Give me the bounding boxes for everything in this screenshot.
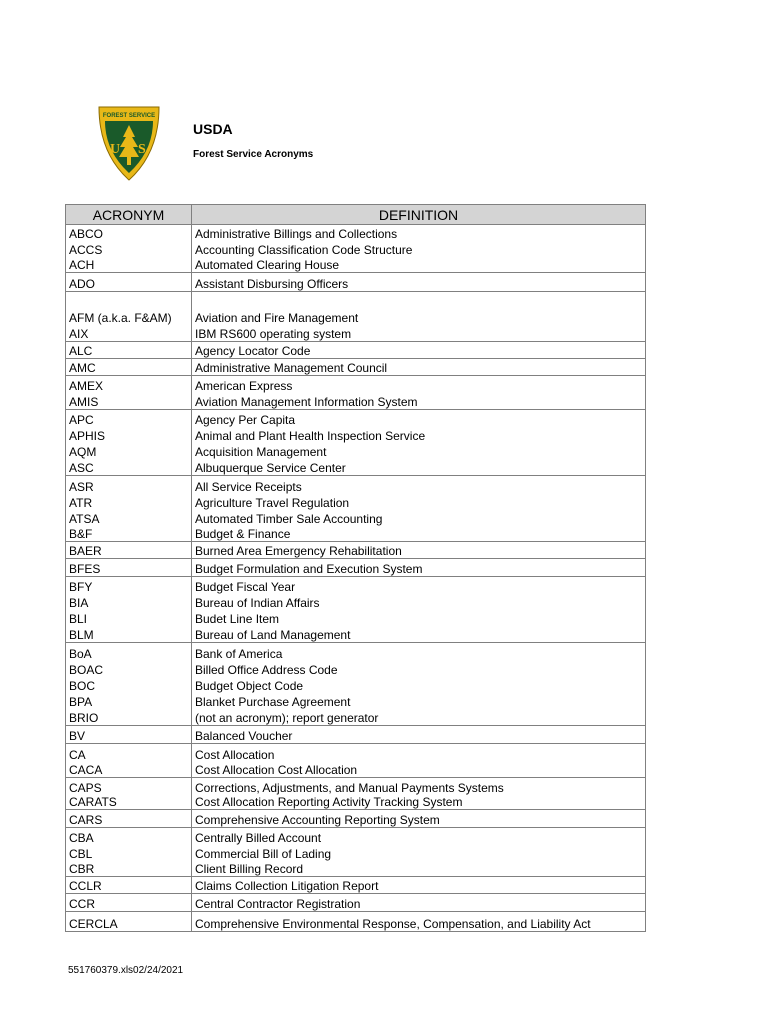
definition-cell: Budget & Finance: [192, 526, 646, 542]
acronym-cell: AIX: [66, 325, 192, 342]
table-row: [66, 427, 646, 443]
table-row: [66, 494, 646, 510]
acronym-cell: ADO: [66, 273, 192, 292]
acronym-cell: AFM (a.k.a. F&AM): [66, 292, 192, 325]
acronym-cell: BV: [66, 726, 192, 744]
table-row: [66, 610, 646, 626]
definition-cell: Acquisition Management: [192, 443, 646, 459]
acronym-cell: CERCLA: [66, 911, 192, 931]
definition-cell: Billed Office Address Code: [192, 661, 646, 677]
table-row: [66, 257, 646, 273]
definition-cell: Agriculture Travel Regulation: [192, 494, 646, 510]
definition-cell: Comprehensive Accounting Reporting System: [192, 809, 646, 827]
acronym-cell: AMIS: [66, 393, 192, 410]
definition-cell: Client Billing Record: [192, 861, 646, 876]
definition-cell: Agency Per Capita: [192, 410, 646, 427]
acronym-cell: BLM: [66, 626, 192, 643]
definition-column-header: DEFINITION: [192, 205, 646, 225]
acronym-cell: BFES: [66, 559, 192, 577]
table-row: [66, 861, 646, 876]
definition-cell: Animal and Plant Health Inspection Service: [192, 427, 646, 443]
table-row: [66, 359, 646, 376]
acronym-cell: CCR: [66, 893, 192, 911]
acronym-cell: CBL: [66, 845, 192, 861]
acronym-cell: BIA: [66, 594, 192, 610]
table-row: [66, 693, 646, 709]
table-row: [66, 443, 646, 459]
acronym-cell: AMC: [66, 359, 192, 376]
definition-cell: Cost Allocation: [192, 744, 646, 762]
acronym-cell: CA: [66, 744, 192, 762]
table-row: [66, 342, 646, 359]
table-row: [66, 292, 646, 325]
acronym-cell: ATSA: [66, 510, 192, 526]
table-row: [66, 626, 646, 643]
table-row: [66, 273, 646, 292]
table-row: [66, 876, 646, 893]
table-row: [66, 559, 646, 577]
definition-cell: All Service Receipts: [192, 476, 646, 494]
table-row: [66, 325, 646, 342]
definition-cell: (not an acronym); report generator: [192, 709, 646, 726]
definition-cell: Assistant Disbursing Officers: [192, 273, 646, 292]
definition-cell: Administrative Billings and Collections: [192, 225, 646, 241]
table-body: [66, 225, 646, 932]
forest-service-logo: [93, 103, 165, 183]
table-row: [66, 542, 646, 559]
page-subtitle: Forest Service Acronyms: [193, 149, 314, 160]
acronym-cell: CBR: [66, 861, 192, 876]
acronym-cell: BPA: [66, 693, 192, 709]
page-title: USDA: [193, 121, 233, 137]
table-row: [66, 809, 646, 827]
svg-text:FOREST SERVICE: FOREST SERVICE: [102, 113, 156, 119]
definition-cell: Automated Timber Sale Accounting: [192, 510, 646, 526]
table-header-row: [66, 205, 646, 225]
table-row: [66, 778, 646, 795]
acronym-table: [65, 204, 646, 932]
acronym-cell: APHIS: [66, 427, 192, 443]
definition-cell: IBM RS600 operating system: [192, 325, 646, 342]
acronym-cell: CARATS: [66, 795, 192, 810]
definition-cell: Budget Formulation and Execution System: [192, 559, 646, 577]
acronym-cell: BFY: [66, 577, 192, 594]
table-row: [66, 661, 646, 677]
definition-cell: Budget Object Code: [192, 677, 646, 693]
table-row: [66, 795, 646, 810]
acronym-cell: ACCS: [66, 241, 192, 257]
table-row: [66, 677, 646, 693]
definition-cell: Cost Allocation Cost Allocation: [192, 762, 646, 778]
definition-cell: Administrative Management Council: [192, 359, 646, 376]
table-row: [66, 643, 646, 661]
table-row: [66, 827, 646, 845]
acronym-cell: CBA: [66, 827, 192, 845]
definition-cell: Aviation Management Information System: [192, 393, 646, 410]
table-row: [66, 410, 646, 427]
definition-cell: Albuquerque Service Center: [192, 459, 646, 476]
acronym-cell: AMEX: [66, 376, 192, 393]
acronym-cell: BAER: [66, 542, 192, 559]
definition-cell: Automated Clearing House: [192, 257, 646, 273]
table-row: [66, 225, 646, 241]
table-row: [66, 526, 646, 542]
definition-cell: Agency Locator Code: [192, 342, 646, 359]
acronym-cell: ACH: [66, 257, 192, 273]
definition-cell: Cost Allocation Reporting Activity Tracking System: [192, 795, 646, 810]
acronym-cell: BLI: [66, 610, 192, 626]
definition-cell: Burned Area Emergency Rehabilitation: [192, 542, 646, 559]
table-row: [66, 594, 646, 610]
table-row: [66, 241, 646, 257]
table-row: [66, 510, 646, 526]
table-row: [66, 845, 646, 861]
definition-cell: Corrections, Adjustments, and Manual Payments Systems: [192, 778, 646, 795]
table-row: [66, 476, 646, 494]
table-row: [66, 762, 646, 778]
definition-cell: Blanket Purchase Agreement: [192, 693, 646, 709]
acronym-cell: CARS: [66, 809, 192, 827]
acronym-cell: CCLR: [66, 876, 192, 893]
acronym-cell: BOAC: [66, 661, 192, 677]
definition-cell: Centrally Billed Account: [192, 827, 646, 845]
definition-cell: Bureau of Land Management: [192, 626, 646, 643]
acronym-cell: ATR: [66, 494, 192, 510]
definition-cell: Budet Line Item: [192, 610, 646, 626]
definition-cell: Bureau of Indian Affairs: [192, 594, 646, 610]
acronym-cell: ABCO: [66, 225, 192, 241]
table-row: [66, 893, 646, 911]
acronym-cell: ALC: [66, 342, 192, 359]
table-row: [66, 709, 646, 726]
table-row: [66, 744, 646, 762]
footer-filename-date: 551760379.xls02/24/2021: [68, 965, 184, 976]
table-row: [66, 577, 646, 594]
definition-cell: Claims Collection Litigation Report: [192, 876, 646, 893]
definition-cell: Budget Fiscal Year: [192, 577, 646, 594]
table-row: [66, 459, 646, 476]
acronym-cell: ASR: [66, 476, 192, 494]
definition-cell: Accounting Classification Code Structure: [192, 241, 646, 257]
acronym-cell: APC: [66, 410, 192, 427]
table-row: [66, 376, 646, 393]
table-row: [66, 911, 646, 931]
svg-text:S: S: [138, 142, 146, 157]
acronym-cell: BoA: [66, 643, 192, 661]
acronym-cell: ASC: [66, 459, 192, 476]
definition-cell: Commercial Bill of Lading: [192, 845, 646, 861]
definition-cell: Aviation and Fire Management: [192, 292, 646, 325]
svg-text:U: U: [110, 142, 121, 157]
acronym-cell: BRIO: [66, 709, 192, 726]
acronym-column-header: ACRONYM: [66, 205, 192, 225]
table-row: [66, 726, 646, 744]
acronym-cell: CAPS: [66, 778, 192, 795]
definition-cell: Balanced Voucher: [192, 726, 646, 744]
definition-cell: Comprehensive Environmental Response, Compensation, and Liability Act: [192, 911, 646, 931]
definition-cell: American Express: [192, 376, 646, 393]
acronym-cell: CACA: [66, 762, 192, 778]
acronym-cell: BOC: [66, 677, 192, 693]
acronym-cell: AQM: [66, 443, 192, 459]
table-row: [66, 393, 646, 410]
definition-cell: Central Contractor Registration: [192, 893, 646, 911]
acronym-cell: B&F: [66, 526, 192, 542]
definition-cell: Bank of America: [192, 643, 646, 661]
